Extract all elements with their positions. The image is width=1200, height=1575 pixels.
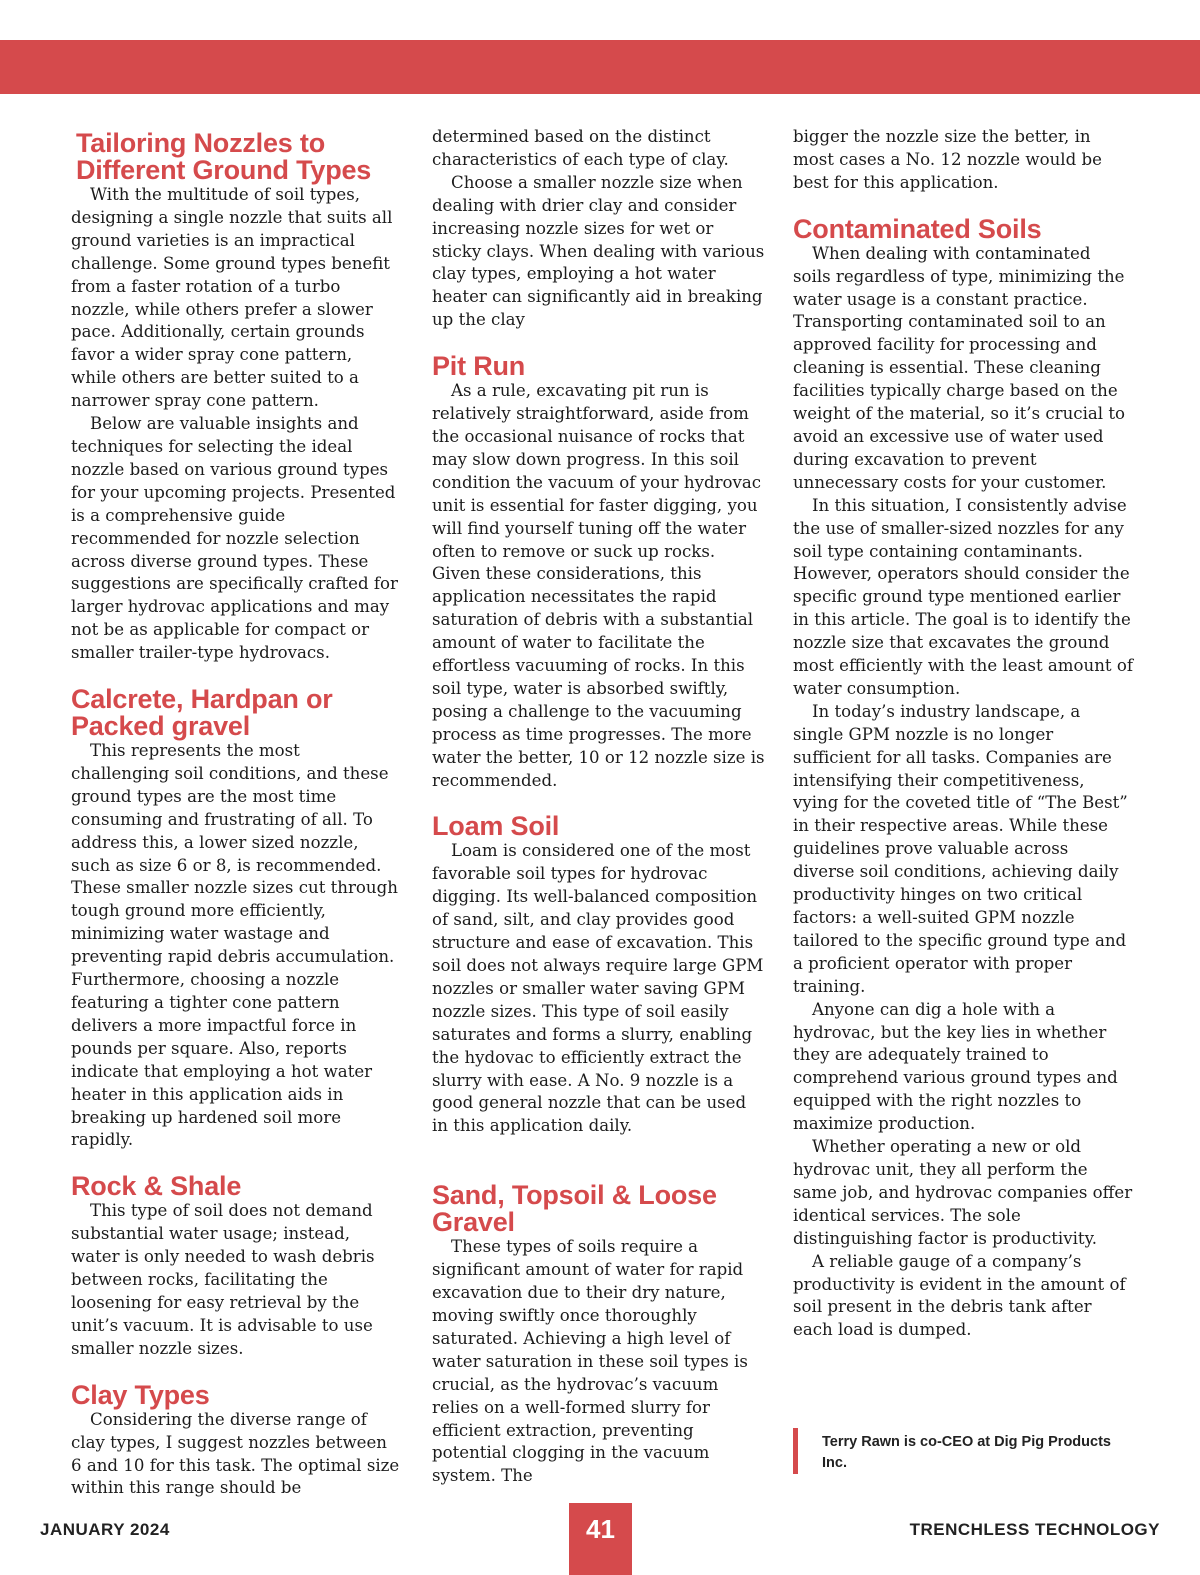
paragraph: This type of soil does not demand substantial water usage; instead, water is only needed to wash debris between rocks, facilitating the loosening for easy retrieval by the unit’s vacuum. It is advisable to use smaller nozzle sizes. [71, 1201, 375, 1358]
page-number: 41 [569, 1503, 632, 1575]
heading-clay-types: Clay Types [71, 1379, 210, 1410]
heading-loam-soil: Loam Soil [432, 811, 560, 842]
paragraph: Anyone can dig a hole with a hydrovac, but the key lies in whether they are adequately trained to comprehend various ground types and equipped with the right nozzles to maximize production. [793, 999, 1118, 1134]
author-byline-text: Terry Rawn is co-CEO at Dig Pig Products Inc. [822, 1434, 1111, 1471]
paragraph: When dealing with contaminated soils regardless of type, minimizing the water usage is a constant practice. Transporting contaminated soil to an approved facility for processing and cleaning is essential. These cleaning facilities typically charge based on the weight of the material, so it’s crucial to avoid an excessive use of water used during excavation to prevent unnecessary costs for your customer. [793, 243, 1126, 492]
paragraph: bigger the nozzle size the better, in most cases a No. 12 nozzle would be best for this application. [793, 127, 1102, 192]
paragraph: In this situation, I consistently advise the use of smaller-sized nozzles for any soil type containing contaminants. However, operators should consider the specific ground type mentioned earlier in this article. The goal is to identify the nozzle size that excavates the ground most efficiently with the least amount of water consumption. [793, 495, 1133, 698]
paragraph: This represents the most challenging soil conditions, and these ground types are the most time consuming and frustrating of all. To address this, a lower sized nozzle, such as size 6 or 8, is recommended. These smaller nozzle sizes cut through tough ground more efficiently, minimizing water wastage and preventing rapid debris accumulation. Furthermore, choosing a nozzle featuring a tighter cone pattern delivers a more impactful force in pounds per square. Also, reports indicate that employing a hot water heater in this application aids in breaking up hardened soil more rapidly. [71, 741, 398, 1150]
paragraph: In today’s industry landscape, a single GPM nozzle is no longer sufficient for all tasks. Companies are intensifying their competitiveness, vying for the coveted title of “The Best” in their respective areas. While these guidelines prove valuable across diverse soil conditions, achieving daily productivity hinges on two critical factors: a well-suited GPM nozzle tailored to the specific ground type and a proficient operator with proper training. [793, 701, 1128, 996]
paragraph: determined based on the distinct characteristics of each type of clay. [432, 127, 729, 169]
heading-sand-topsoil: Sand, Topsoil & Loose Gravel [432, 1180, 717, 1238]
footer-publication: TRENCHLESS TECHNOLOGY [909, 1520, 1160, 1539]
paragraph: Loam is considered one of the most favorable soil types for hydrovac digging. Its well-balanced composition of sand, silt, and clay provides good structure and ease of excavation. This soil does not always require large GPM nozzles or smaller water saving GPM nozzle sizes. This type of soil easily saturates and forms a slurry, enabling the hydovac to efficiently extract the slurry with ease. A No. 9 nozzle is a good general nozzle that can be used in this application daily. [432, 841, 764, 1136]
paragraph: A reliable gauge of a company’s productivity is evident in the amount of soil present in the debris tank after each load is dumped. [793, 1251, 1126, 1340]
paragraph: Considering the diverse range of clay types, I suggest nozzles between 6 and 10 for this task. The optimal size within this range should be [71, 1409, 400, 1498]
article-column-3 [793, 126, 1133, 1342]
heading-pit-run: Pit Run [432, 351, 526, 382]
heading-rock-shale: Rock & Shale [71, 1171, 242, 1202]
footer-date: JANUARY 2024 [40, 1520, 170, 1539]
paragraph: Below are valuable insights and techniques for selecting the ideal nozzle based on various ground types for your upcoming projects. Presented is a comprehensive guide recommended for nozzle selection across diverse ground types. These suggestions are specifically crafted for larger hydrovac applications and may not be as applicable for compact or smaller trailer-type hydrovacs. [71, 414, 398, 663]
heading-contaminated-soils: Contaminated Soils [793, 213, 1042, 244]
article-column-1 [71, 126, 401, 1500]
heading-tailoring-nozzles: Tailoring Nozzles to Different Ground Types [76, 128, 372, 185]
author-byline [793, 1428, 1133, 1474]
article-column-2 [432, 126, 767, 1488]
paragraph: Choose a smaller nozzle size when dealing with drier clay and consider increasing nozzle sizes for wet or sticky clays. When dealing with various clay types, employing a hot water heater can significantly aid in breaking up the clay [432, 172, 765, 330]
paragraph: With the multitude of soil types, designing a single nozzle that suits all ground varieties is an impractical challenge. Some ground types benefit from a faster rotation of a turbo nozzle, while others prefer a slower pace. Additionally, certain grounds favor a wider spray cone pattern, while others are better suited to a narrower spray cone pattern. [71, 185, 393, 411]
paragraph: Whether operating a new or old hydrovac unit, they all perform the same job, and hydrovac companies offer identical services. The sole distinguishing factor is productivity. [793, 1137, 1133, 1248]
paragraph: These types of soils require a significant amount of water for rapid excavation due to their dry nature, moving swiftly once thoroughly saturated. Achieving a high level of water saturation in these soil types is crucial, as the hydrovac’s vacuum relies on a well-formed slurry for efficient extraction, preventing potential clogging in the vacuum system. The [432, 1237, 748, 1486]
heading-calcrete: Calcrete, Hardpan or Packed gravel [71, 684, 333, 742]
paragraph: As a rule, excavating pit run is relatively straightforward, aside from the occasional nuisance of rocks that may slow down progress. In this soil condition the vacuum of your hydrovac unit is essential for faster digging, you will find yourself tuning off the water often to remove or suck up rocks. Given these considerations, this application necessitates the rapid saturation of debris with a substantial amount of water to facilitate the effortless vacuuming of rocks. In this soil type, water is absorbed swiftly, posing a challenge to the vacuuming process as time progresses. The more water the better, 10 or 12 nozzle size is recommended. [432, 381, 765, 790]
header-color-band [0, 40, 1200, 94]
